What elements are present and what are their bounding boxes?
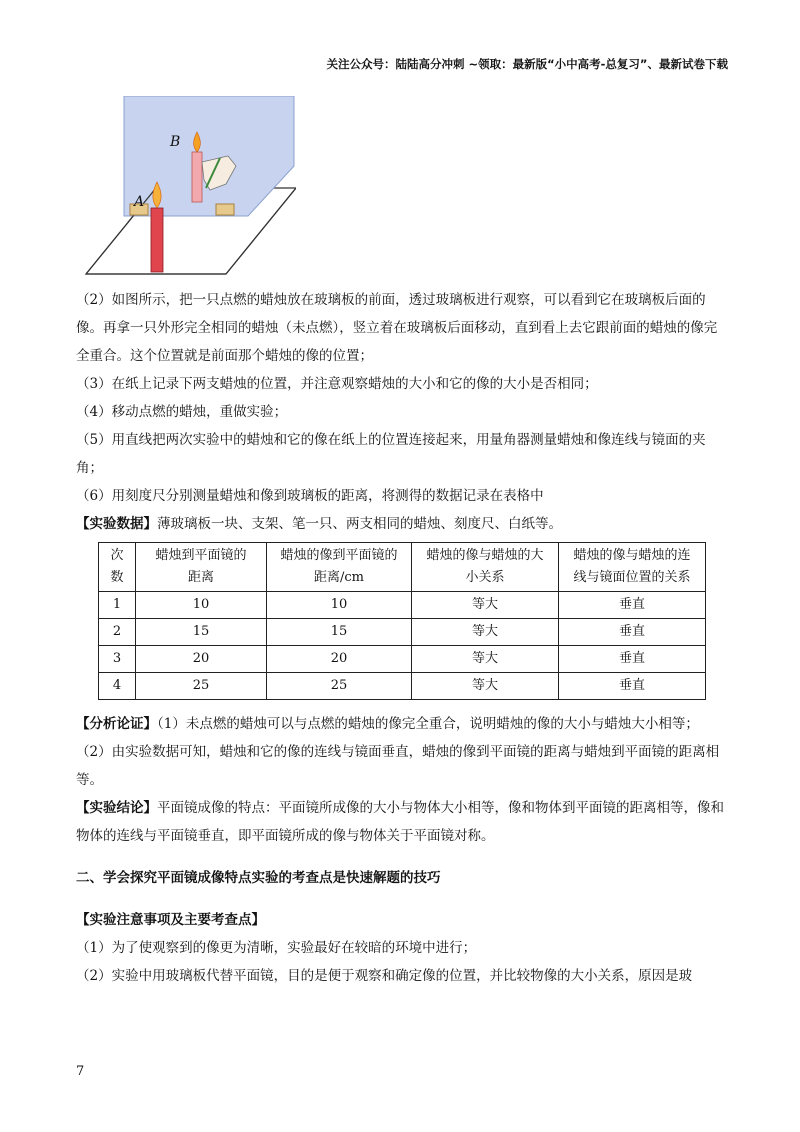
table-cell: 15 [136, 619, 267, 646]
table-cell: 25 [267, 673, 412, 700]
paragraph-step-2: （2）如图所示，把一只点燃的蜡烛放在玻璃板的前面，透过玻璃板进行观察，可以看到它在玻璃板后面的像。再拿一只外形完全相同的蜡烛（未点燃），竖立着在玻璃板后面移动，直到看上去它跟前面的蜡烛的像完全重合。这个位置就是前面那个蜡烛的像的位置； [76, 292, 718, 364]
experiment-figure [76, 96, 296, 281]
analysis-p1: 【分析论证】（1）未点燃的蜡烛可以与点燃的蜡烛的像完全重合，说明蜡烛的像的大小与蜡烛大小相等； [76, 716, 699, 732]
header-cell: 蜡烛的像与蜡烛的大 小关系 [412, 543, 559, 592]
table-cell: 10 [267, 592, 412, 619]
table-cell: 1 [99, 592, 136, 619]
section-subheading: 【实验注意事项及主要考查点】 [76, 912, 265, 928]
section-p1: （1）为了使观察到的像更为清晰，实验最好在较暗的环境中进行； [76, 940, 477, 956]
header-cell: 蜡烛到平面镜的 距离 [136, 543, 267, 592]
analysis-heading: 【分析论证】 [76, 716, 157, 732]
table-cell: 20 [136, 646, 267, 673]
header-cell: 蜡烛的像与蜡烛的连 线与镜面位置的关系 [559, 543, 706, 592]
table-cell: 4 [99, 673, 136, 700]
table-cell: 等大 [412, 646, 559, 673]
page-number: 7 [76, 1064, 85, 1079]
section-p2: （2）实验中用玻璃板代替平面镜，目的是便于观察和确定像的位置，并比较物像的大小关系，原因是玻 [76, 968, 693, 984]
header-cell: 蜡烛的像到平面镜的 距离/cm [267, 543, 412, 592]
table-row [99, 673, 706, 700]
paragraph-step-3: （3）在纸上记录下两支蜡烛的位置，并注意观察蜡烛的大小和它的像的大小是否相同； [76, 376, 598, 392]
table-cell: 等大 [412, 673, 559, 700]
table-cell: 垂直 [559, 673, 706, 700]
candle-a [151, 208, 163, 272]
table-cell: 20 [267, 646, 412, 673]
header-cell: 次 数 [99, 543, 136, 592]
table-cell: 垂直 [559, 646, 706, 673]
table-cell: 2 [99, 619, 136, 646]
candle-b [192, 152, 202, 202]
label-a: A [134, 194, 145, 210]
table-cell: 25 [136, 673, 267, 700]
paragraph-step-6: （6）用刻度尺分别测量蜡烛和像到玻璃板的距离，将测得的数据记录在表格中 [76, 488, 544, 504]
table-cell: 等大 [412, 619, 559, 646]
data-section [76, 510, 728, 538]
table-cell: 垂直 [559, 619, 706, 646]
table-row [99, 592, 706, 619]
main-content [76, 286, 728, 990]
data-table [98, 542, 706, 700]
section-title: 二、学会探究平面镜成像特点实验的考查点是快速解题的技巧 [76, 870, 441, 886]
table-cell: 10 [136, 592, 267, 619]
table-cell: 3 [99, 646, 136, 673]
table-cell: 15 [267, 619, 412, 646]
conclusion-heading: 【实验结论】 [76, 800, 157, 816]
table-row [99, 646, 706, 673]
analysis-p2: （2）由实验数据可知，蜡烛和它的像的连线与镜面垂直，蜡烛的像到平面镜的距离与蜡烛到平面镜的距离相等。 [76, 744, 720, 788]
data-heading: 【实验数据】 [76, 516, 157, 532]
paragraph-step-4: （4）移动点燃的蜡烛，重做实验； [76, 404, 288, 420]
data-text: 薄玻璃板一块、支架、笔一只、两支相同的蜡烛、刻度尺、白纸等。 [157, 516, 562, 532]
page-header: 关注公众号：陆陆高分冲刺 ~领取：最新版“小中高考-总复习”、最新试卷下载 [326, 57, 728, 71]
table-cell: 等大 [412, 592, 559, 619]
paragraph-step-5: （5）用直线把两次实验中的蜡烛和它的像在纸上的位置连接起来，用量角器测量蜡烛和像连线与镜面的夹角； [76, 432, 706, 476]
table-header-row [99, 543, 706, 592]
conclusion: 【实验结论】平面镜成像的特点：平面镜所成像的大小与物体大小相等，像和物体到平面镜的距离相等，像和物体的连线与平面镜垂直，即平面镜所成的像与物体关于平面镜对称。 [76, 800, 724, 844]
table-cell: 垂直 [559, 592, 706, 619]
stand-right [216, 204, 234, 215]
label-b: B [170, 134, 181, 150]
table-row [99, 619, 706, 646]
